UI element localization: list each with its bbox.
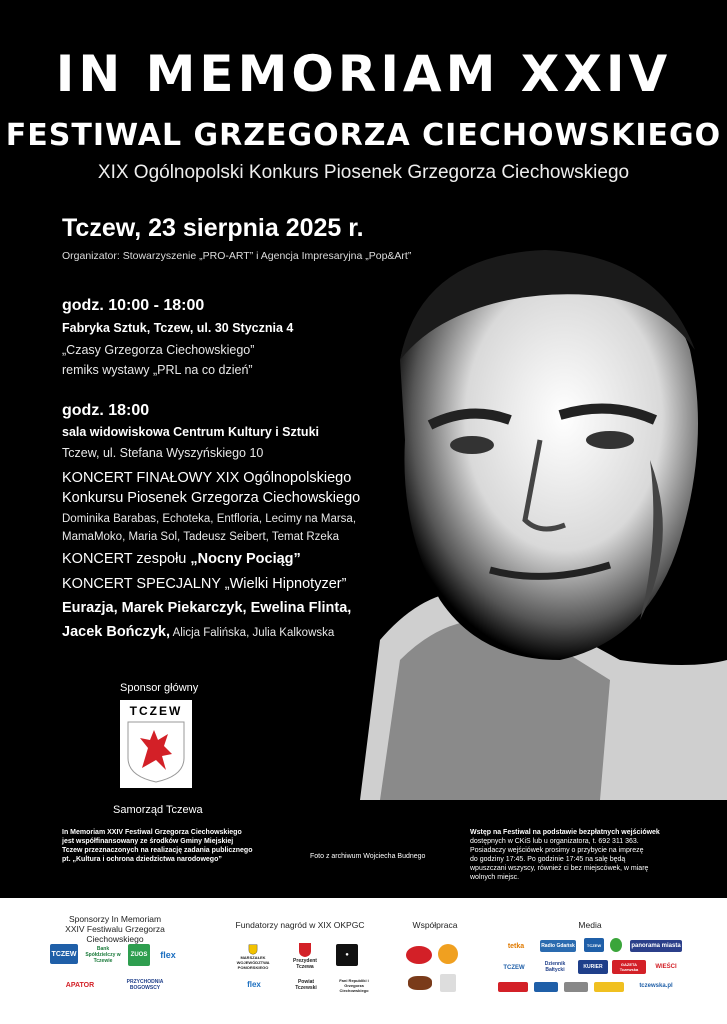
tczew-media-logo: TCZEW (584, 938, 604, 952)
coop-logo-1 (406, 946, 432, 964)
coop-logo-3 (408, 976, 432, 990)
artists-line2-rest: Alicja Falińska, Julia Kalkowska (170, 627, 335, 639)
sponsors-heading (45, 914, 185, 944)
block1-time: godz. 10:00 - 18:00 (62, 297, 205, 314)
finalists-line1: Dominika Barabas, Echoteka, Entfloria, Lecimy na Marsa, (62, 513, 357, 525)
media-logo-11 (498, 982, 528, 992)
funding-line2: jest współfinansowany ze środków Gminy Miejskiej (62, 838, 234, 845)
zuos-logo: ZUOS (128, 944, 150, 966)
coop-logo-2 (438, 944, 458, 964)
tczew-crest (120, 700, 192, 788)
prezydent-text: Prezydent Tczewa (293, 958, 317, 970)
special-concert: KONCERT SPECJALNY „Wielki Hipnotyzer” (62, 576, 347, 592)
sponsors-heading-line1: Sponsorzy In Memoriam (68, 914, 162, 924)
artists-line1: Eurazja, Marek Piekarczyk, Ewelina Flinta, (62, 600, 352, 616)
prezydent-crest-icon (298, 942, 312, 958)
flex-logo-2: flex (247, 979, 261, 989)
coop-logo-4 (440, 974, 456, 992)
kurier-logo: KURIER (578, 960, 608, 974)
block1-line2: remiks wystawy „PRL na co dzień” (62, 363, 253, 377)
media-logo-12 (534, 982, 558, 992)
photo-credit: Foto z archiwum Wojciecha Budnego (310, 853, 426, 860)
bank-logo: Bank Spółdzielczy w Tczewie (85, 946, 121, 964)
sponsor-name: Samorząd Tczewa (113, 804, 203, 816)
block2-address: Tczew, ul. Stefana Wyszyńskiego 10 (62, 446, 264, 460)
entry-line3: Posiadaczy wejściówek prosimy o przybycie na imprezę (470, 847, 644, 854)
main-sponsor-label: Sponsor główny (120, 682, 199, 694)
media-green-logo (610, 938, 622, 952)
media-heading: Media (578, 920, 602, 930)
entry-line2: dostępnych w CKiS lub u organizatora, t. 692 311 363. (470, 838, 639, 845)
festival-edition-title: IN MEMORIAM XXIV (55, 45, 672, 103)
band-name: „Nocny Pociąg” (190, 551, 301, 567)
block2-venue: sala widowiskowa Centrum Kultury i Sztuki (62, 425, 319, 439)
block1-venue: Fabryka Sztuk, Tczew, ul. 30 Stycznia 4 (62, 321, 294, 335)
founders-heading: Fundatorzy nagród w XIX OKPGC (235, 920, 365, 930)
powiat-logo: Powiat Tczewski (295, 979, 317, 991)
dziennik-logo: Dziennik Bałtycki (544, 961, 566, 973)
final-concert-line1: KONCERT FINAŁOWY XIX Ogólnopolskiego (62, 470, 352, 486)
competition-subtitle: XIX Ogólnopolski Konkurs Piosenek Grzegorza Ciechowskiego (97, 162, 630, 183)
media-logo-13 (564, 982, 588, 992)
sponsors-footer (0, 898, 727, 1024)
marszalek-logo (236, 944, 270, 970)
entry-line6: wolnych miejsc. (470, 874, 520, 881)
entry-line4: do godziny 17:45. Po godzinie 17:45 na salę będą (470, 856, 626, 863)
portrait-photo (360, 240, 727, 800)
funding-note (62, 828, 252, 864)
artists-line2-bold: Jacek Bończyk, (62, 624, 171, 640)
fani-badge: ● (336, 944, 358, 966)
final-concert-line2: Konkursu Piosenek Grzegorza Ciechowskiego (62, 490, 361, 506)
crest-text: TCZEW (129, 704, 183, 718)
funding-line4: pt. „Kultura i ochrona dziedzictwa narodowego” (62, 856, 222, 863)
przychodnia-logo: PRZYCHODNIA BOGOWSCY (126, 979, 164, 991)
entry-line1: Wstęp na Festiwal na podstawie bezpłatnych wejściówek (470, 829, 660, 836)
block2-time: godz. 18:00 (62, 402, 150, 419)
tczewska-logo: tczewska.pl (639, 983, 673, 989)
marszalek-text: MARSZAŁEK WOJEWÓDZTWA POMORSKIEGO (236, 955, 270, 970)
artists-line2 (62, 623, 334, 641)
funding-line3: Tczew przeznaczonych na realizację zadania publicznego (62, 847, 253, 854)
tczew-media-logo-2: TCZEW (503, 965, 525, 971)
block1-line1: „Czasy Grzegorza Ciechowskiego” (62, 343, 255, 357)
panorama-logo: panorama miasta (630, 940, 682, 952)
griffin-icon (120, 718, 192, 784)
media-logo-14 (594, 982, 624, 992)
sponsors-heading-line2: XXIV Festiwalu Grzegorza Ciechowskiego (65, 924, 165, 944)
festival-name: FESTIWAL GRZEGORZA CIECHOWSKIEGO (5, 118, 722, 153)
cooperation-heading: Współpraca (412, 920, 458, 930)
funding-line1: In Memoriam XXIV Festiwal Grzegorza Ciechowskiego (62, 829, 242, 836)
entry-line5: wpuszczani wszyscy, również ci bez miejscówek, w miarę (470, 865, 649, 872)
event-date: Tczew, 23 sierpnia 2025 r. (62, 214, 364, 242)
tczew-logo: TCZEW (50, 944, 78, 964)
tetka-logo: tetka (507, 942, 525, 950)
gazeta-logo: GAZETA Tczewska (612, 960, 646, 974)
fani-logo: Fani Republiki i Grzegorza Ciechowskiego (339, 977, 369, 993)
pomorskie-crest-icon (246, 944, 260, 955)
band-concert-prefix: KONCERT zespołu (62, 551, 191, 567)
wiesci-logo: WIEŚCI (655, 964, 677, 970)
entry-note (470, 828, 660, 882)
finalists-line2: MamaMoko, Maria Sol, Tadeusz Seibert, Temat Rzeka (62, 531, 339, 543)
apator-logo: APATOR (65, 981, 95, 989)
prezydent-logo (288, 942, 322, 970)
organizer-line: Organizator: Stowarzyszenie „PRO-ART” i Agencja Impresaryjna „Pop&Art” (62, 250, 412, 262)
flex-logo: flex (160, 950, 176, 960)
band-concert (62, 551, 301, 567)
radio-gdansk-logo: Radio Gdańsk (540, 940, 576, 952)
